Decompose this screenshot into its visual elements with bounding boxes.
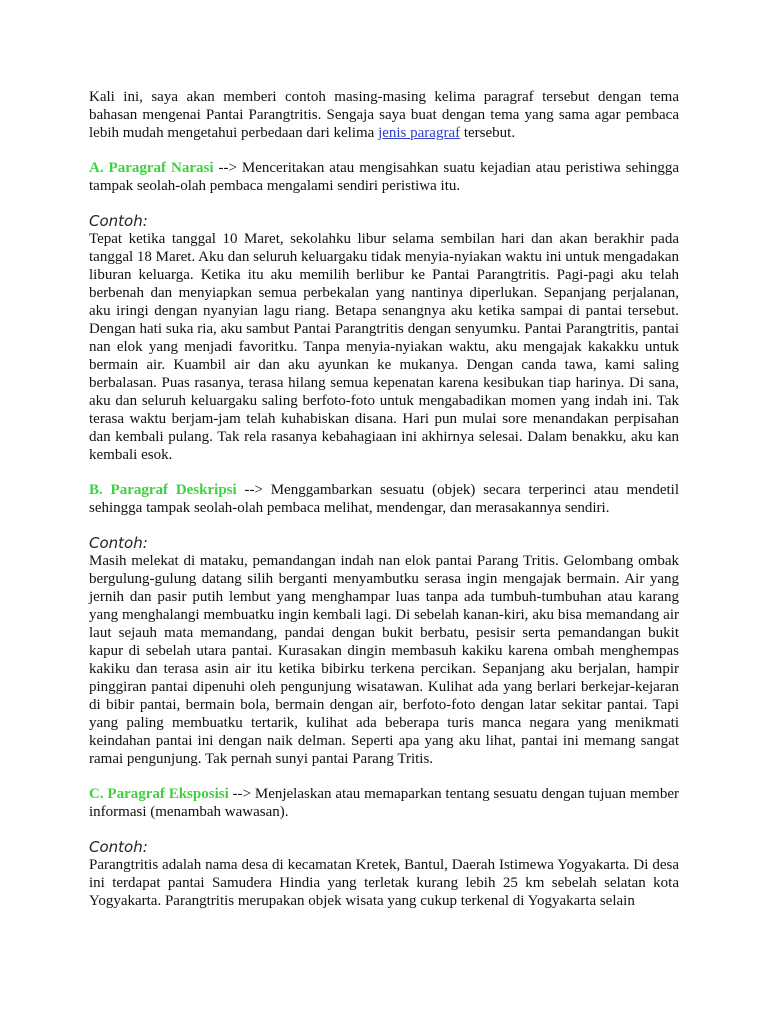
section-definition xyxy=(89,159,679,195)
document-page xyxy=(89,88,679,910)
section-definition xyxy=(89,481,679,517)
jenis-paragraf-link[interactable]: jenis paragraf xyxy=(378,125,461,141)
intro-paragraph xyxy=(89,88,679,142)
section-heading: A. Paragraf Narasi xyxy=(89,160,214,176)
section-heading: C. Paragraf Eksposisi xyxy=(89,786,229,802)
example-paragraph: Parangtritis adalah nama desa di kecamatan Kretek, Bantul, Daerah Istimewa Yogyakarta. Di desa ini terdapat pantai Samudera Hindia yang terletak kurang lebih 25 km sebelah selatan kota Yogyakarta. Parangtritis merupakan objek wisata yang cukup terkenal di Yogyakarta selain xyxy=(89,857,679,909)
section-description: --> Menceritakan atau mengisahkan suatu kejadian atau peristiwa sehingga tampak seolah-olah pembaca mengalami sendiri peristiwa itu. xyxy=(89,160,679,194)
section-eksposisi xyxy=(89,785,679,910)
section-narasi xyxy=(89,159,679,464)
section-heading: B. Paragraf Deskripsi xyxy=(89,482,237,498)
intro-text-end: tersebut. xyxy=(460,125,516,141)
intro-text: Kali ini, saya akan memberi contoh masing-masing kelima paragraf tersebut dengan tema bahasan mengenai Pantai Parangtritis. Sengaja saya buat dengan tema yang sama agar pembaca lebih mudah mengetahui perbedaan dari kelima xyxy=(89,89,679,141)
example-paragraph: Masih melekat di mataku, pemandangan indah nan elok pantai Parang Tritis. Gelombang ombak bergulung-gulung datang silih berganti menyambutku serasa ingin mengajak bermain. Air yang jernih dan pasir putih lembut yang menghampar luas tanpa ada tumbuh-tumbuhan atau karang yang menghalangi membuatku ingin kembali lagi. Di sebelah kanan-kiri, aku bisa memandang air laut sejauh mata memandang, pandai dengan bukit berbatu, pesisir serta pemandangan bukit kapur di sebelah utara pantai. Kurasakan dingin membasuh kakiku karena ombah menghempas kakiku dan terasa asin air itu ketika bibirku terkena percikan. Sepanjang aku berjalan, hampir pinggiran pantai dipenuhi oleh pengunjung wisatawan. Kulihat ada yang berlari berkejar-kejaran di bibir pantai, bermain bola, bermain dengan air, berfoto-foto dengan latar sekitar pantai. Tapi yang paling membuatku tertarik, kulihat ada beberapa turis manca negara yang menikmati keindahan pantai ini dengan naik delman. Seperti apa yang aku lihat, pantai ini memang sangat ramai pengunjung. Tak pernah sunyi pantai Parang Tritis. xyxy=(89,553,679,767)
section-description: --> Menjelaskan atau memaparkan tentang sesuatu dengan tujuan member informasi (menambah wawasan). xyxy=(89,786,679,820)
section-description: --> Menggambarkan sesuatu (objek) secara terperinci atau mendetil sehingga tampak seolah-olah pembaca melihat, mendengar, dan merasakannya sendiri. xyxy=(89,482,679,516)
example-paragraph: Tepat ketika tanggal 10 Maret, sekolahku libur selama sembilan hari dan akan berakhir pada tanggal 18 Maret. Aku dan seluruh keluargaku tidak menyia-nyiakan waktu ini untuk mengadakan liburan keluarga. Ketika itu aku memilih berlibur ke Pantai Parangtritis. Pagi-pagi aku telah berbenah dan menyiapkan semua perbekalan yang nantinya diperlukan. Sepanjang perjalanan, aku iringi dengan nyanyian lagu riang. Betapa senangnya aku ketika sampai di pantai tersebut. Dengan hati suka ria, aku sambut Pantai Parangtritis dengan senyumku. Pantai Parangtritis, pantai nan elok yang menjadi favoritku. Tanpa menyia-nyiakan waktu, aku mengajak kakakku untuk bermain air. Kuambil air dan aku ayunkan ke mukanya. Dengan canda tawa, kami saling berbalasan. Puas rasanya, terasa hilang semua kepenatan karena kesibukan tiap harinya. Di sana, aku dan seluruh keluargaku saling berfoto-foto untuk mengabadikan momen yang indah ini. Tak terasa waktu berjam-jam telah kuhabiskan disana. Hari pun mulai sore menandakan perpisahan dan kembali pulang. Tak rela rasanya kebahagiaan ini akhirnya selesai. Dalam benakku, aku kan kembali esok. xyxy=(89,231,679,463)
section-deskripsi xyxy=(89,481,679,768)
section-definition xyxy=(89,785,679,821)
example-label: Contoh: xyxy=(89,534,148,552)
example-label: Contoh: xyxy=(89,212,148,230)
example-label: Contoh: xyxy=(89,838,148,856)
